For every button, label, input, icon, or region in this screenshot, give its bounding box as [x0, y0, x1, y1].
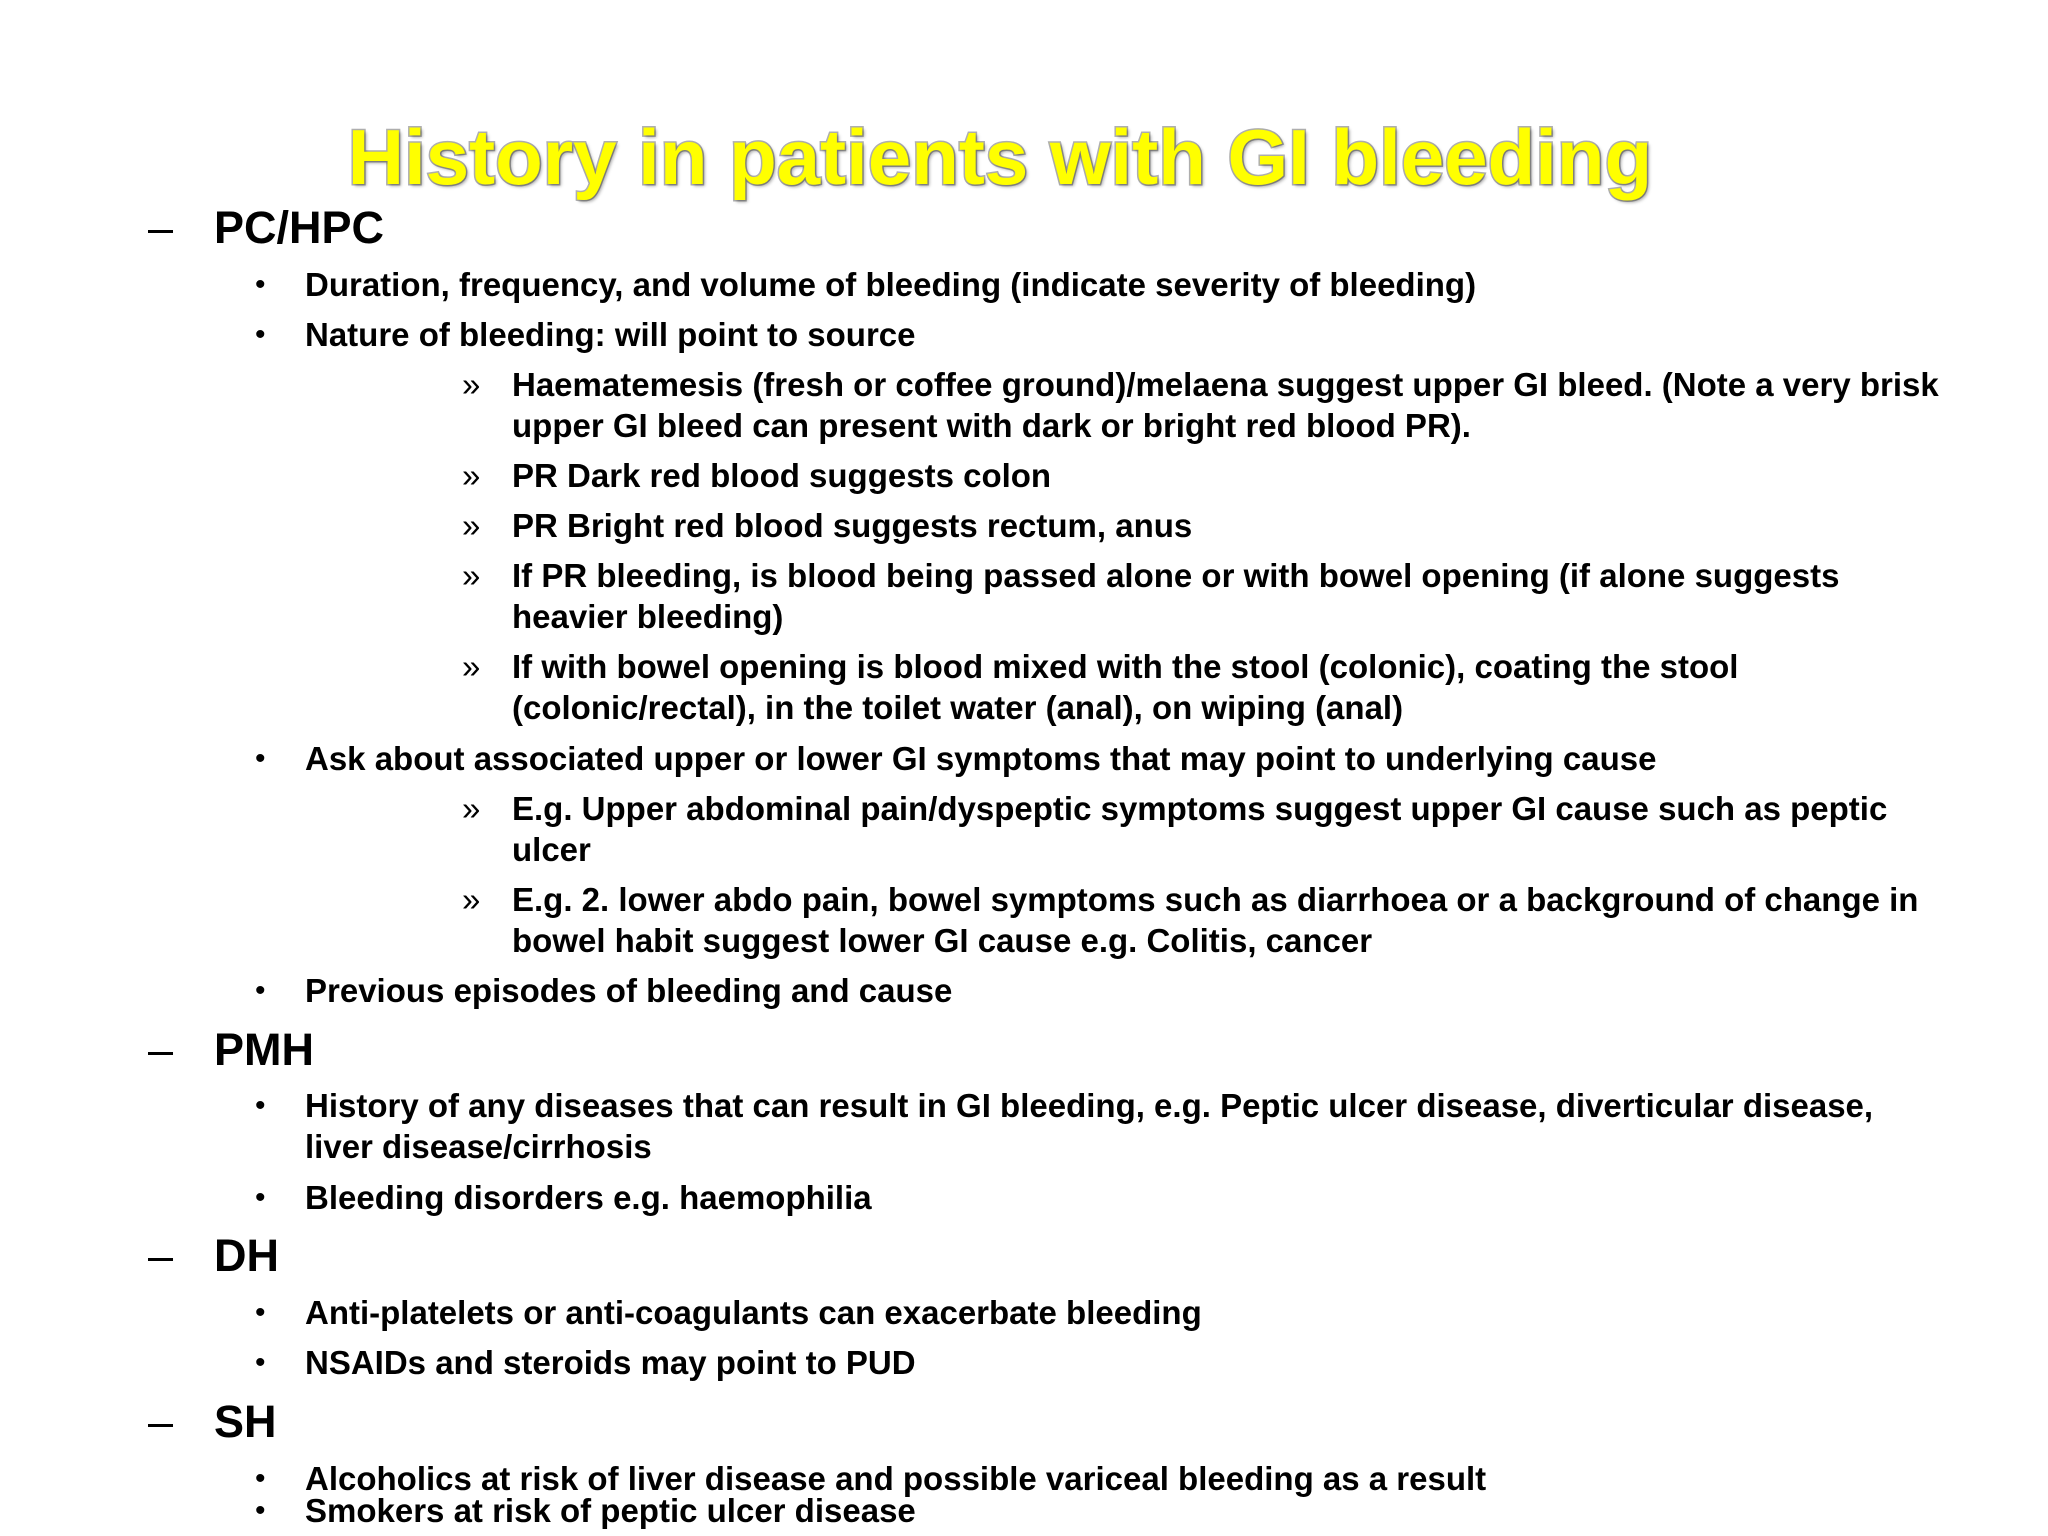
section-heading-sh [148, 1396, 277, 1448]
section-heading-dh [148, 1230, 279, 1282]
dash-marker: – [148, 202, 174, 253]
list-item-text: Duration, frequency, and volume of bleeding (indicate severity of bleeding) [305, 266, 1477, 303]
sub-list-item [462, 505, 1193, 546]
bullet-marker: • [255, 1089, 266, 1122]
sub-list-item-text: E.g. 2. lower abdo pain, bowel symptoms such as diarrhoea or a background of change in [512, 881, 1919, 918]
sub-list-item [462, 788, 1888, 870]
list-item-text: Alcoholics at risk of liver disease and possible variceal bleeding as a result [305, 1460, 1487, 1497]
bullet-marker: • [255, 1346, 266, 1379]
bullet-marker: • [255, 1181, 266, 1214]
chevron-marker: » [462, 790, 481, 827]
chevron-marker: » [462, 881, 481, 918]
bullet-marker: • [255, 1462, 266, 1495]
chevron-marker: » [462, 366, 481, 403]
bullet-marker: • [255, 268, 266, 301]
chevron-marker: » [462, 457, 481, 494]
list-item-text: Anti-platelets or anti-coagulants can exacerbate bleeding [305, 1294, 1202, 1331]
dash-marker: – [148, 1024, 174, 1075]
sub-list-item-text: PR Bright red blood suggests rectum, anus [512, 507, 1193, 544]
list-item [255, 738, 1657, 779]
list-item-text: Bleeding disorders e.g. haemophilia [305, 1179, 872, 1216]
bullet-marker: • [255, 1296, 266, 1329]
list-item-text: NSAIDs and steroids may point to PUD [305, 1344, 916, 1381]
sub-list-item-text-cont: ulcer [512, 831, 591, 868]
sub-list-item [462, 555, 1840, 637]
list-item [255, 1342, 916, 1383]
sub-list-item-text: Haematemesis (fresh or coffee ground)/melaena suggest upper GI bleed. (Note a very brisk [512, 366, 1939, 403]
chevron-marker: » [462, 648, 481, 685]
sub-list-item-text: If PR bleeding, is blood being passed alone or with bowel opening (if alone suggests [512, 557, 1840, 594]
sub-list-item [462, 879, 1919, 961]
list-item [255, 1177, 872, 1218]
list-item [255, 1490, 916, 1531]
list-item-text: Smokers at risk of peptic ulcer disease [305, 1492, 916, 1529]
bullet-marker: • [255, 974, 266, 1007]
list-item [255, 1085, 1874, 1167]
bullet-marker: • [255, 742, 266, 775]
slide-title: History in patients with GI bleeding [347, 113, 1653, 201]
sub-list-item-text: E.g. Upper abdominal pain/dyspeptic symptoms suggest upper GI cause such as peptic [512, 790, 1888, 827]
list-item-text: Ask about associated upper or lower GI symptoms that may point to underlying cause [305, 740, 1657, 777]
section-heading-text: PC/HPC [214, 202, 385, 253]
sub-list-item-text-cont: (colonic/rectal), in the toilet water (anal), on wiping (anal) [512, 689, 1404, 726]
sub-list-item-text-cont: heavier bleeding) [512, 598, 784, 635]
list-item-text: Nature of bleeding: will point to source [305, 316, 916, 353]
bullet-marker: • [255, 1494, 266, 1527]
dash-marker: – [148, 1396, 174, 1447]
bullet-marker: • [255, 318, 266, 351]
dash-marker: – [148, 1230, 174, 1281]
sub-list-item-text: PR Dark red blood suggests colon [512, 457, 1052, 494]
section-heading-pc-hpc [148, 202, 385, 254]
list-item-text-cont: liver disease/cirrhosis [305, 1128, 652, 1165]
list-item [255, 314, 916, 355]
section-heading-text: SH [214, 1396, 277, 1447]
sub-list-item-text: If with bowel opening is blood mixed with the stool (colonic), coating the stool [512, 648, 1739, 685]
sub-list-item [462, 646, 1739, 728]
section-heading-text: DH [214, 1230, 279, 1281]
list-item [255, 970, 953, 1011]
chevron-marker: » [462, 507, 481, 544]
chevron-marker: » [462, 557, 481, 594]
list-item-text: Previous episodes of bleeding and cause [305, 972, 953, 1009]
list-item-text: History of any diseases that can result in GI bleeding, e.g. Peptic ulcer disease, diverticular disease, [305, 1087, 1874, 1124]
section-heading-pmh [148, 1024, 314, 1076]
sub-list-item-text-cont: bowel habit suggest lower GI cause e.g. Colitis, cancer [512, 922, 1373, 959]
section-heading-text: PMH [214, 1024, 314, 1075]
sub-list-item [462, 455, 1052, 496]
list-item [255, 264, 1477, 305]
sub-list-item [462, 364, 1939, 446]
list-item [255, 1292, 1202, 1333]
sub-list-item-text-cont: upper GI bleed can present with dark or bright red blood PR). [512, 407, 1471, 444]
